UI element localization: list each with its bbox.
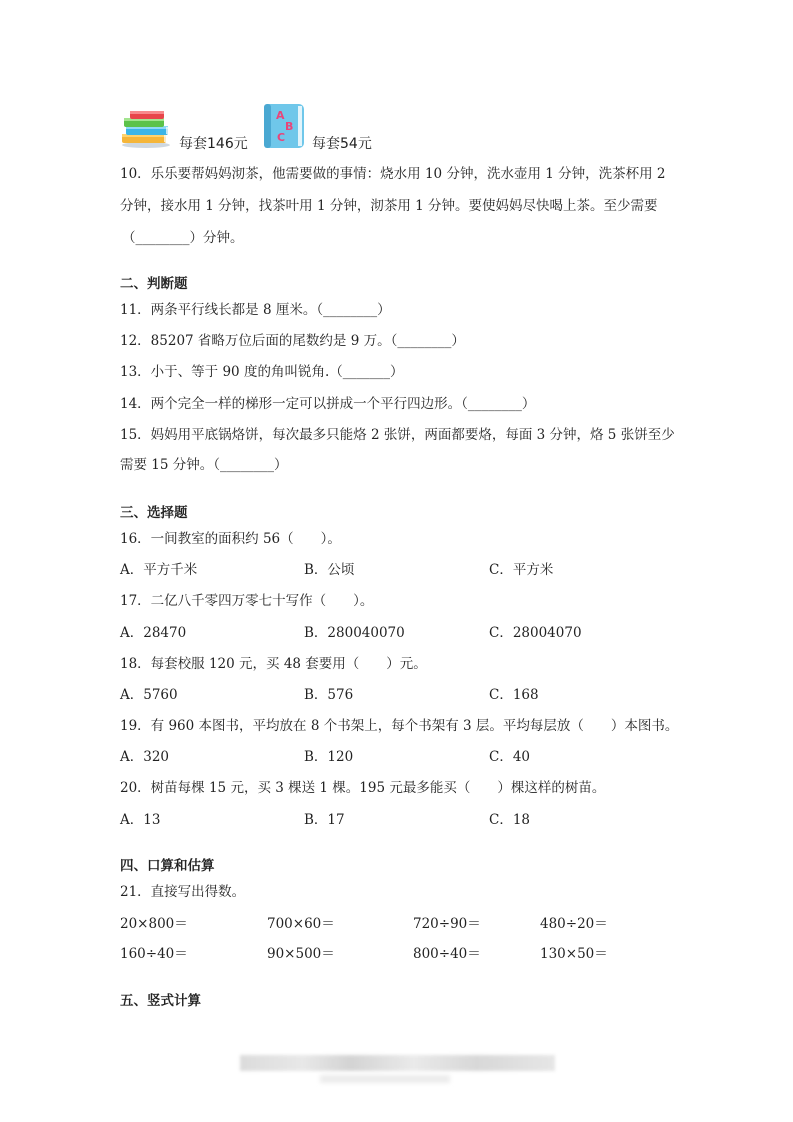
question-20-option-a: A．13 [120, 812, 161, 828]
books-stack-icon [120, 108, 176, 148]
product-price-1: 每套146元 [179, 136, 248, 152]
calc-item: 800÷40＝ [413, 946, 481, 962]
question-15-line-2: 需要 15 分钟。（________） [120, 457, 288, 473]
question-12: 12．85207 省略万位后面的尾数约是 9 万。（________） [120, 333, 465, 349]
question-20-stem: 20．树苗每棵 15 元，买 3 棵送 1 棵。195 元最多能买（ ）棵这样的树苗。 [120, 780, 606, 796]
abc-book-icon [262, 102, 306, 150]
calc-item: 130×50＝ [540, 946, 608, 962]
question-17-option-b: B．280040070 [304, 625, 405, 641]
question-18-option-b: B．576 [304, 687, 354, 703]
calc-item: 480÷20＝ [540, 916, 608, 932]
question-19-option-b: B．120 [304, 749, 354, 765]
question-20-option-b: B．17 [304, 812, 345, 828]
question-17-option-c: C．28004070 [489, 625, 582, 641]
section-title-vertical-calc: 五、竖式计算 [120, 993, 201, 1009]
question-19-stem: 19．有 960 本图书，平均放在 8 个书架上，每个书架有 3 层。平均每层放（ ）本图书。 [120, 718, 679, 734]
question-19-option-a: A．320 [120, 749, 170, 765]
calc-item: 20×800＝ [120, 916, 188, 932]
section-title-choice: 三、选择题 [120, 505, 188, 521]
question-15-line-1: 15．妈妈用平底锅烙饼，每次最多只能烙 2 张饼，两面都要烙，每面 3 分钟，烙 5 张饼至少 [120, 427, 675, 443]
section-title-judgement: 二、判断题 [120, 276, 188, 292]
question-16-stem: 16．一间教室的面积约 56（ ）。 [120, 531, 341, 547]
q10-line-1: 10．乐乐要帮妈妈沏茶，他需要做的事情：烧水用 10 分钟，洗水壶用 1 分钟，洗茶杯用 2 [120, 166, 666, 182]
calc-item: 720÷90＝ [413, 916, 481, 932]
svg-text:A: A [276, 109, 285, 122]
question-11: 11．两条平行线长都是 8 厘米。（________） [120, 302, 391, 318]
question-18-option-c: C．168 [489, 687, 539, 703]
svg-text:B: B [285, 120, 294, 133]
product-price-2: 每套54元 [312, 136, 372, 152]
question-20-option-c: C．18 [489, 812, 531, 828]
question-13: 13．小于、等于 90 度的角叫锐角.（_______） [120, 364, 404, 380]
svg-text:C: C [277, 131, 286, 144]
q10-line-2: 分钟，接水用 1 分钟，找茶叶用 1 分钟，沏茶用 1 分钟。要使妈妈尽快喝上茶。至少需要 [120, 198, 658, 214]
blurred-footer-sub [320, 1075, 450, 1083]
calc-item: 160÷40＝ [120, 946, 188, 962]
question-18-stem: 18．每套校服 120 元，买 48 套要用（ ）元。 [120, 656, 427, 672]
q10-line-3: （________）分钟。 [122, 230, 244, 246]
section-title-mental-math: 四、口算和估算 [120, 858, 215, 874]
question-14: 14．两个完全一样的梯形一定可以拼成一个平行四边形。（________） [120, 396, 536, 412]
blurred-footer [240, 1055, 555, 1071]
question-19-option-c: C．40 [489, 749, 531, 765]
question-18-option-a: A．5760 [120, 687, 178, 703]
question-17-stem: 17．二亿八千零四万零七十写作（ ）。 [120, 593, 374, 609]
calc-item: 700×60＝ [267, 916, 335, 932]
calc-item: 90×500＝ [267, 946, 335, 962]
question-16-option-b: B．公顷 [304, 562, 355, 578]
question-17-option-a: A．28470 [120, 625, 187, 641]
question-16-option-c: C．平方米 [489, 562, 554, 578]
question-16-option-a: A．平方千米 [120, 562, 198, 578]
question-21: 21．直接写出得数。 [120, 884, 246, 900]
